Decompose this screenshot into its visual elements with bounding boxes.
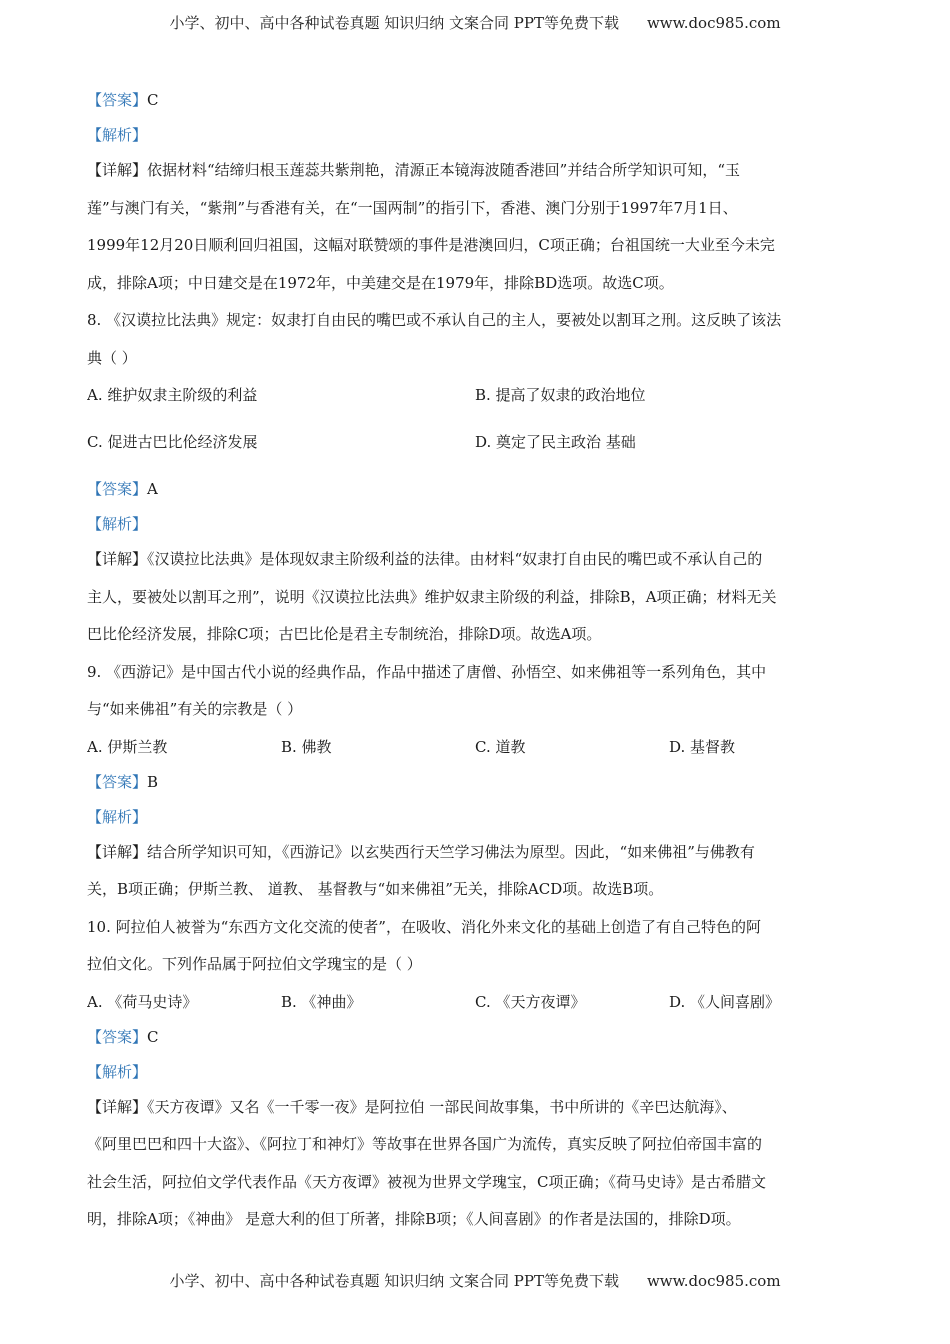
q7-detail-line-1: 【详解】依据材料“结缔归根玉莲蕊共紫荆艳，清源正本镜海波随香港回”并结合所学知识可知，“玉 [87, 161, 741, 179]
q10-detail-line-2: 《阿里巴巴和四十大盗》、《阿拉丁和神灯》等故事在世界各国广为流传，真实反映了阿拉伯帝国丰富的 [87, 1135, 763, 1153]
document-body [87, 86, 867, 1243]
q8-detail-line-2: 主人，要被处以割耳之刑”，说明《汉谟拉比法典》维护奴隶主阶级的利益，排除B，A项正确；材料无关 [87, 587, 777, 606]
q9-options-row [87, 733, 867, 768]
header-text: 小学、初中、高中各种试卷真题 知识归纳 文案合同 PPT等免费下载 [169, 14, 619, 32]
q8-options-row-2 [87, 428, 867, 475]
q7-answer [87, 86, 867, 121]
analysis-label: 【解析】 [87, 515, 148, 533]
q8-answer [87, 475, 867, 510]
q9-option-d: D. 基督教 [669, 737, 736, 756]
q9-analysis [87, 803, 867, 838]
q8-detail-line-1: 【详解】《汉谟拉比法典》是体现奴隶主阶级利益的法律。由材料“奴隶打自由民的嘴巴或不承认自己的 [87, 550, 763, 568]
q9-option-c: C. 道教 [475, 737, 526, 756]
q10-detail-line-4: 明，排除A项；《神曲》 是意大利的但丁所著，排除B项；《人间喜剧》的作者是法国的，排除D项。 [87, 1210, 741, 1228]
q10-stem-line-2: 拉伯文化。下列作品属于阿拉伯文学瑰宝的是（ ） [87, 955, 422, 973]
q10-option-a: A. 《荷马史诗》 [87, 992, 198, 1011]
q8-detail-line-3: 巴比伦经济发展，排除C项；古巴比伦是君主专制统治，排除D项。故选A项。 [87, 625, 602, 643]
footer-text: 小学、初中、高中各种试卷真题 知识归纳 文案合同 PPT等免费下载 [169, 1272, 619, 1290]
detail-label: 【详解】 [87, 550, 148, 568]
header-site: www.doc985.com [646, 14, 781, 32]
q7-detail-line-4: 成，排除A项；中日建交是在1972年，中美建交是在1979年，排除BD选项。故选C项。 [87, 273, 674, 292]
detail-label: 【详解】 [87, 161, 148, 179]
q8-stem-line-2: 典（ ） [87, 348, 137, 367]
page-footer [0, 1270, 950, 1291]
q8-option-a: A. 维护奴隶主阶级的利益 [87, 386, 258, 404]
detail-label: 【详解】 [87, 1097, 148, 1116]
q10-stem-line-1: 10. 阿拉伯人被誉为“东西方文化交流的使者”，在吸收、消化外来文化的基础上创造了有自己特色的阿 [87, 917, 761, 936]
q10-detail-line-3: 社会生活，阿拉伯文学代表作品《天方夜谭》被视为世界文学瑰宝，C项正确；《荷马史诗》是古希腊文 [87, 1172, 766, 1191]
q10-detail-line-1: 【详解】《天方夜谭》又名《一千零一夜》是阿拉伯 一部民间故事集，书中所讲的《辛巴达航海》、 [87, 1097, 737, 1116]
q9-answer-value: B [147, 772, 159, 791]
q10-answer-value: C [147, 1027, 159, 1046]
q7-detail-line-3: 1999年12月20日顺利回归祖国，这幅对联赞颂的事件是港澳回归，C项正确；台祖国统一大业至今未完 [87, 236, 775, 254]
q8-option-b: B. 提高了奴隶的政治地位 [475, 386, 646, 404]
answer-label: 【答案】 [87, 91, 148, 109]
answer-label: 【答案】 [87, 772, 148, 791]
analysis-label: 【解析】 [87, 126, 148, 144]
q10-answer [87, 1023, 867, 1058]
q9-option-b: B. 佛教 [281, 737, 332, 756]
answer-label: 【答案】 [87, 1027, 148, 1046]
q7-detail-line-2: 莲”与澳门有关，“紫荆”与香港有关，在“一国两制”的指引下，香港、澳门分别于1997年7月1日、 [87, 198, 738, 217]
q8-analysis [87, 510, 867, 545]
q10-options-row [87, 988, 867, 1023]
q7-answer-value: C [147, 91, 159, 109]
q9-answer [87, 768, 867, 803]
q7-analysis [87, 121, 867, 156]
q10-option-c: C. 《天方夜谭》 [475, 992, 586, 1011]
q9-option-a: A. 伊斯兰教 [87, 737, 168, 756]
q9-detail-line-1: 【详解】结合所学知识可知，《西游记》以玄奘西行天竺学习佛法为原型。因此，“如来佛祖”与佛教有 [87, 842, 755, 861]
q9-stem-line-1: 9. 《西游记》是中国古代小说的经典作品，作品中描述了唐僧、孙悟空、如来佛祖等一系列角色，其中 [87, 662, 767, 681]
q8-option-d: D. 奠定了民主政治 基础 [475, 433, 636, 451]
q8-answer-value: A [147, 480, 158, 498]
analysis-label: 【解析】 [87, 1062, 148, 1081]
page-header [0, 12, 950, 33]
q8-stem-line-1: 8. 《汉谟拉比法典》规定：奴隶打自由民的嘴巴或不承认自己的主人，要被处以割耳之刑。这反映了该法 [87, 311, 782, 329]
q10-analysis [87, 1058, 867, 1093]
q9-stem-line-2: 与“如来佛祖”有关的宗教是（ ） [87, 700, 303, 718]
detail-label: 【详解】 [87, 842, 148, 861]
analysis-label: 【解析】 [87, 807, 148, 826]
q9-detail-line-2: 关，B项正确；伊斯兰教、 道教、 基督教与“如来佛祖”无关，排除ACD项。故选B项。 [87, 880, 664, 898]
q8-option-c: C. 促进古巴比伦经济发展 [87, 433, 258, 451]
footer-site: www.doc985.com [646, 1272, 781, 1290]
q10-option-d: D. 《人间喜剧》 [669, 992, 781, 1011]
answer-label: 【答案】 [87, 480, 148, 498]
q8-options-row-1 [87, 381, 867, 428]
q10-option-b: B. 《神曲》 [281, 992, 362, 1011]
